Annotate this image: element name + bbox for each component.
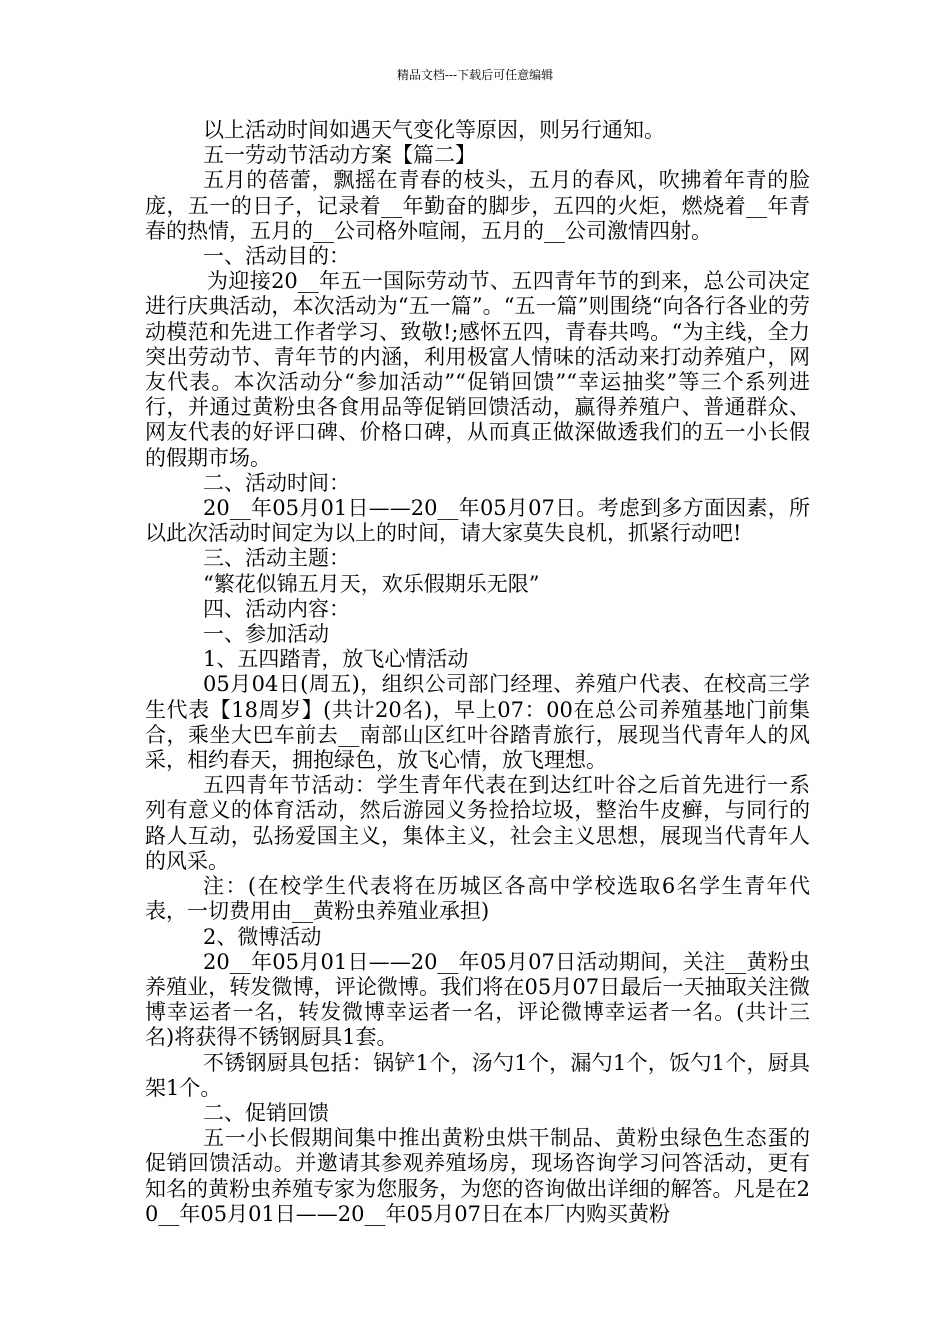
- section-heading: 一、参加活动: [203, 622, 329, 647]
- page-header: 精品文档---下载后可任意编辑: [396, 68, 554, 82]
- paragraph: 五月的蓓蕾，飘摇在青春的枝头，五月的春风，吹拂着年青的脸庞，五一的日子，记录着__年勤奋的脚步，五四的火炬，燃烧着__年青春的热情，五月的__公司格外喧闹，五月的__公司激情四射。: [145, 168, 810, 243]
- paragraph: 五一小长假期间集中推出黄粉虫烘干制品、黄粉虫绿色生态蛋的促销回馈活动。并邀请其参观养殖场房，现场咨询学习问答活动，更有知名的黄粉虫养殖专家为您服务，为您的咨询做出详细的解答。凡是在20__年05月01日——20__年05月07日在本厂内购买黄粉: [145, 1126, 810, 1226]
- section-heading: 五一劳动节活动方案【篇二】: [203, 143, 476, 168]
- section-heading: 三、活动主题：: [203, 546, 350, 571]
- section-heading: 一、活动目的：: [203, 244, 350, 269]
- paragraph: “繁花似锦五月天，欢乐假期乐无限”: [203, 571, 540, 596]
- section-heading: 四、活动内容：: [203, 596, 350, 621]
- paragraph: 注：(在校学生代表将在历城区各高中学校选取6名学生青年代表，一切费用由__黄粉虫养殖业承担): [145, 874, 810, 924]
- paragraph: 20__年05月01日——20__年05月07日。考虑到多方面因素，所以此次活动时间定为以上的时间，请大家莫失良机，抓紧行动吧!: [145, 496, 810, 546]
- section-heading: 1、五四踏青，放飞心情活动: [203, 647, 469, 672]
- document-body: [145, 118, 810, 1227]
- section-heading: 2、微博活动: [203, 924, 322, 949]
- paragraph: 为迎接20__年五一国际劳动节、五四青年节的到来，总公司决定进行庆典活动，本次活动为“五一篇”。“五一篇”则围绕“向各行各业的劳动模范和先进工作者学习、致敬!;感怀五四，青春共鸣。“为主线，全力突出劳动节、青年节的内涵，利用极富人情味的活动来打动养殖户，网友代表。本次活动分“参加活动”“促销回馈”“幸运抽奖”等三个系列进行，并通过黄粉虫各食用品等促销回馈活动，赢得养殖户、普通群众、网友代表的好评口碑、价格口碑，从而真正做深做透我们的五一小长假的假期市场。: [145, 269, 810, 470]
- paragraph: 五四青年节活动：学生青年代表在到达红叶谷之后首先进行一系列有意义的体育活动，然后游园义务捡拾垃圾，整治牛皮癣，与同行的路人互动，弘扬爱国主义，集体主义，社会主义思想，展现当代青年人的风采。: [145, 773, 810, 873]
- paragraph: 不锈钢厨具包括：锅铲1个，汤勺1个，漏勺1个，饭勺1个，厨具架1个。: [145, 1050, 810, 1100]
- paragraph: 以上活动时间如遇天气变化等原因，则另行通知。: [203, 118, 665, 142]
- paragraph: 20__年05月01日——20__年05月07日活动期间，关注__黄粉虫养殖业，转发微博，评论微博。我们将在05月07日最后一天抽取关注微博幸运者一名，转发微博幸运者一名，评论微博幸运者一名。(共计三名)将获得不锈钢厨具1套。: [145, 949, 810, 1050]
- section-heading: 二、促销回馈: [203, 1100, 329, 1125]
- section-heading: 二、活动时间：: [203, 470, 350, 495]
- paragraph: 05月04日(周五)，组织公司部门经理、养殖户代表、在校高三学生代表【18周岁】(共计20名)，早上07：00在总公司养殖基地门前集合，乘坐大巴车前去__南部山区红叶谷踏青旅行，展现当代青年人的风采，相约春天，拥抱绿色，放飞心情，放飞理想。: [145, 672, 810, 773]
